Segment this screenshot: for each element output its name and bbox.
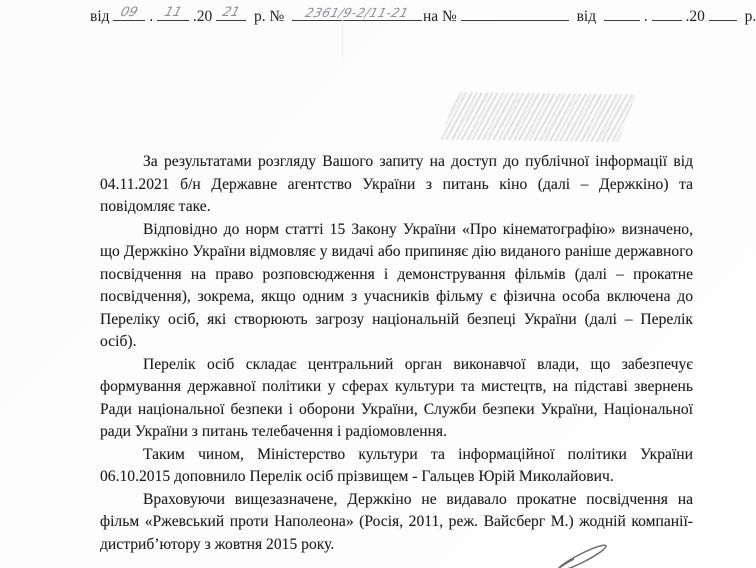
incoming-year-field [709,6,737,21]
year-field [216,6,246,21]
redaction-scribble-icon [440,92,636,142]
letter-paragraph: Перелік осіб складає центральний орган виконавчої влади, що забезпечує формування державної політики у сферах культури та мистецтв, на підставі звернень Ради національної безпеки і оборони України, Служби безпеки України, Національної ради України з питань телебачення і радіомовлення. [100,355,693,440]
year-prefix-2: .20 [685,8,705,25]
handwritten-month: 11 [162,5,184,20]
letter-paragraph: Таким чином, Міністерство культури та інформаційної політики України 06.10.2015 доповнило Перелік осіб прізвищем - Гальцев Юрій Миколайович. [100,445,693,485]
handwritten-year: 21 [220,5,242,20]
incoming-number-field [461,6,569,21]
letter-paragraph: Відповідно до норм статті 15 Закону України «Про кінематографію» визначено, що Держкіно України відмовляє у видачі або припиняє дію виданого раніше державного посвідчення на право розповсюдження і демонстрування фільмів (далі – прокатне посвідчення), зокрема, якщо одним з учасників фільму є фізична особа включена до Переліку осіб, які створюють загрозу національній безпеці України (далі – Перелік осіб). [100,220,693,350]
letter-paragraph: Враховуючи вищезазначене, Держкіно не видавало прокатне посвідчення на фільм «Ржевський проти Наполеона» (Росія, 2011, реж. Вайсберг М.) жодній компанії-дистриб’ютору з жовтня 2015 року. [100,490,693,553]
letter-body [100,151,693,556]
vid-label: від [90,8,110,25]
r-label-2: р. [744,8,756,25]
letter-paragraph: За результатами розгляду Вашого запиту на доступ до публічної інформації від 04.11.2021 б/н Державне агентство України з питань кіно (далі – Держкіно) та повідомляє таке. [100,153,693,215]
doc-number-field [292,6,422,21]
scan-artifact-line [342,20,343,62]
year-prefix: .20 [192,8,213,25]
vid-label-2: від [576,8,597,25]
incoming-day-field [604,6,640,21]
month-field [157,6,189,21]
reference-line-left [90,6,422,26]
na-no-label: на № [423,8,457,25]
handwritten-day: 09 [118,5,140,20]
incoming-month-field [652,6,682,21]
signature-stroke-icon [550,544,616,568]
dot-separator-2: . [643,8,648,25]
dot-separator: . [149,8,154,25]
day-field [113,6,145,21]
r-no-label: р. № [254,8,285,25]
handwritten-doc-number: 2361/9-2/11-21 [303,5,411,20]
reference-line-right [423,6,756,26]
